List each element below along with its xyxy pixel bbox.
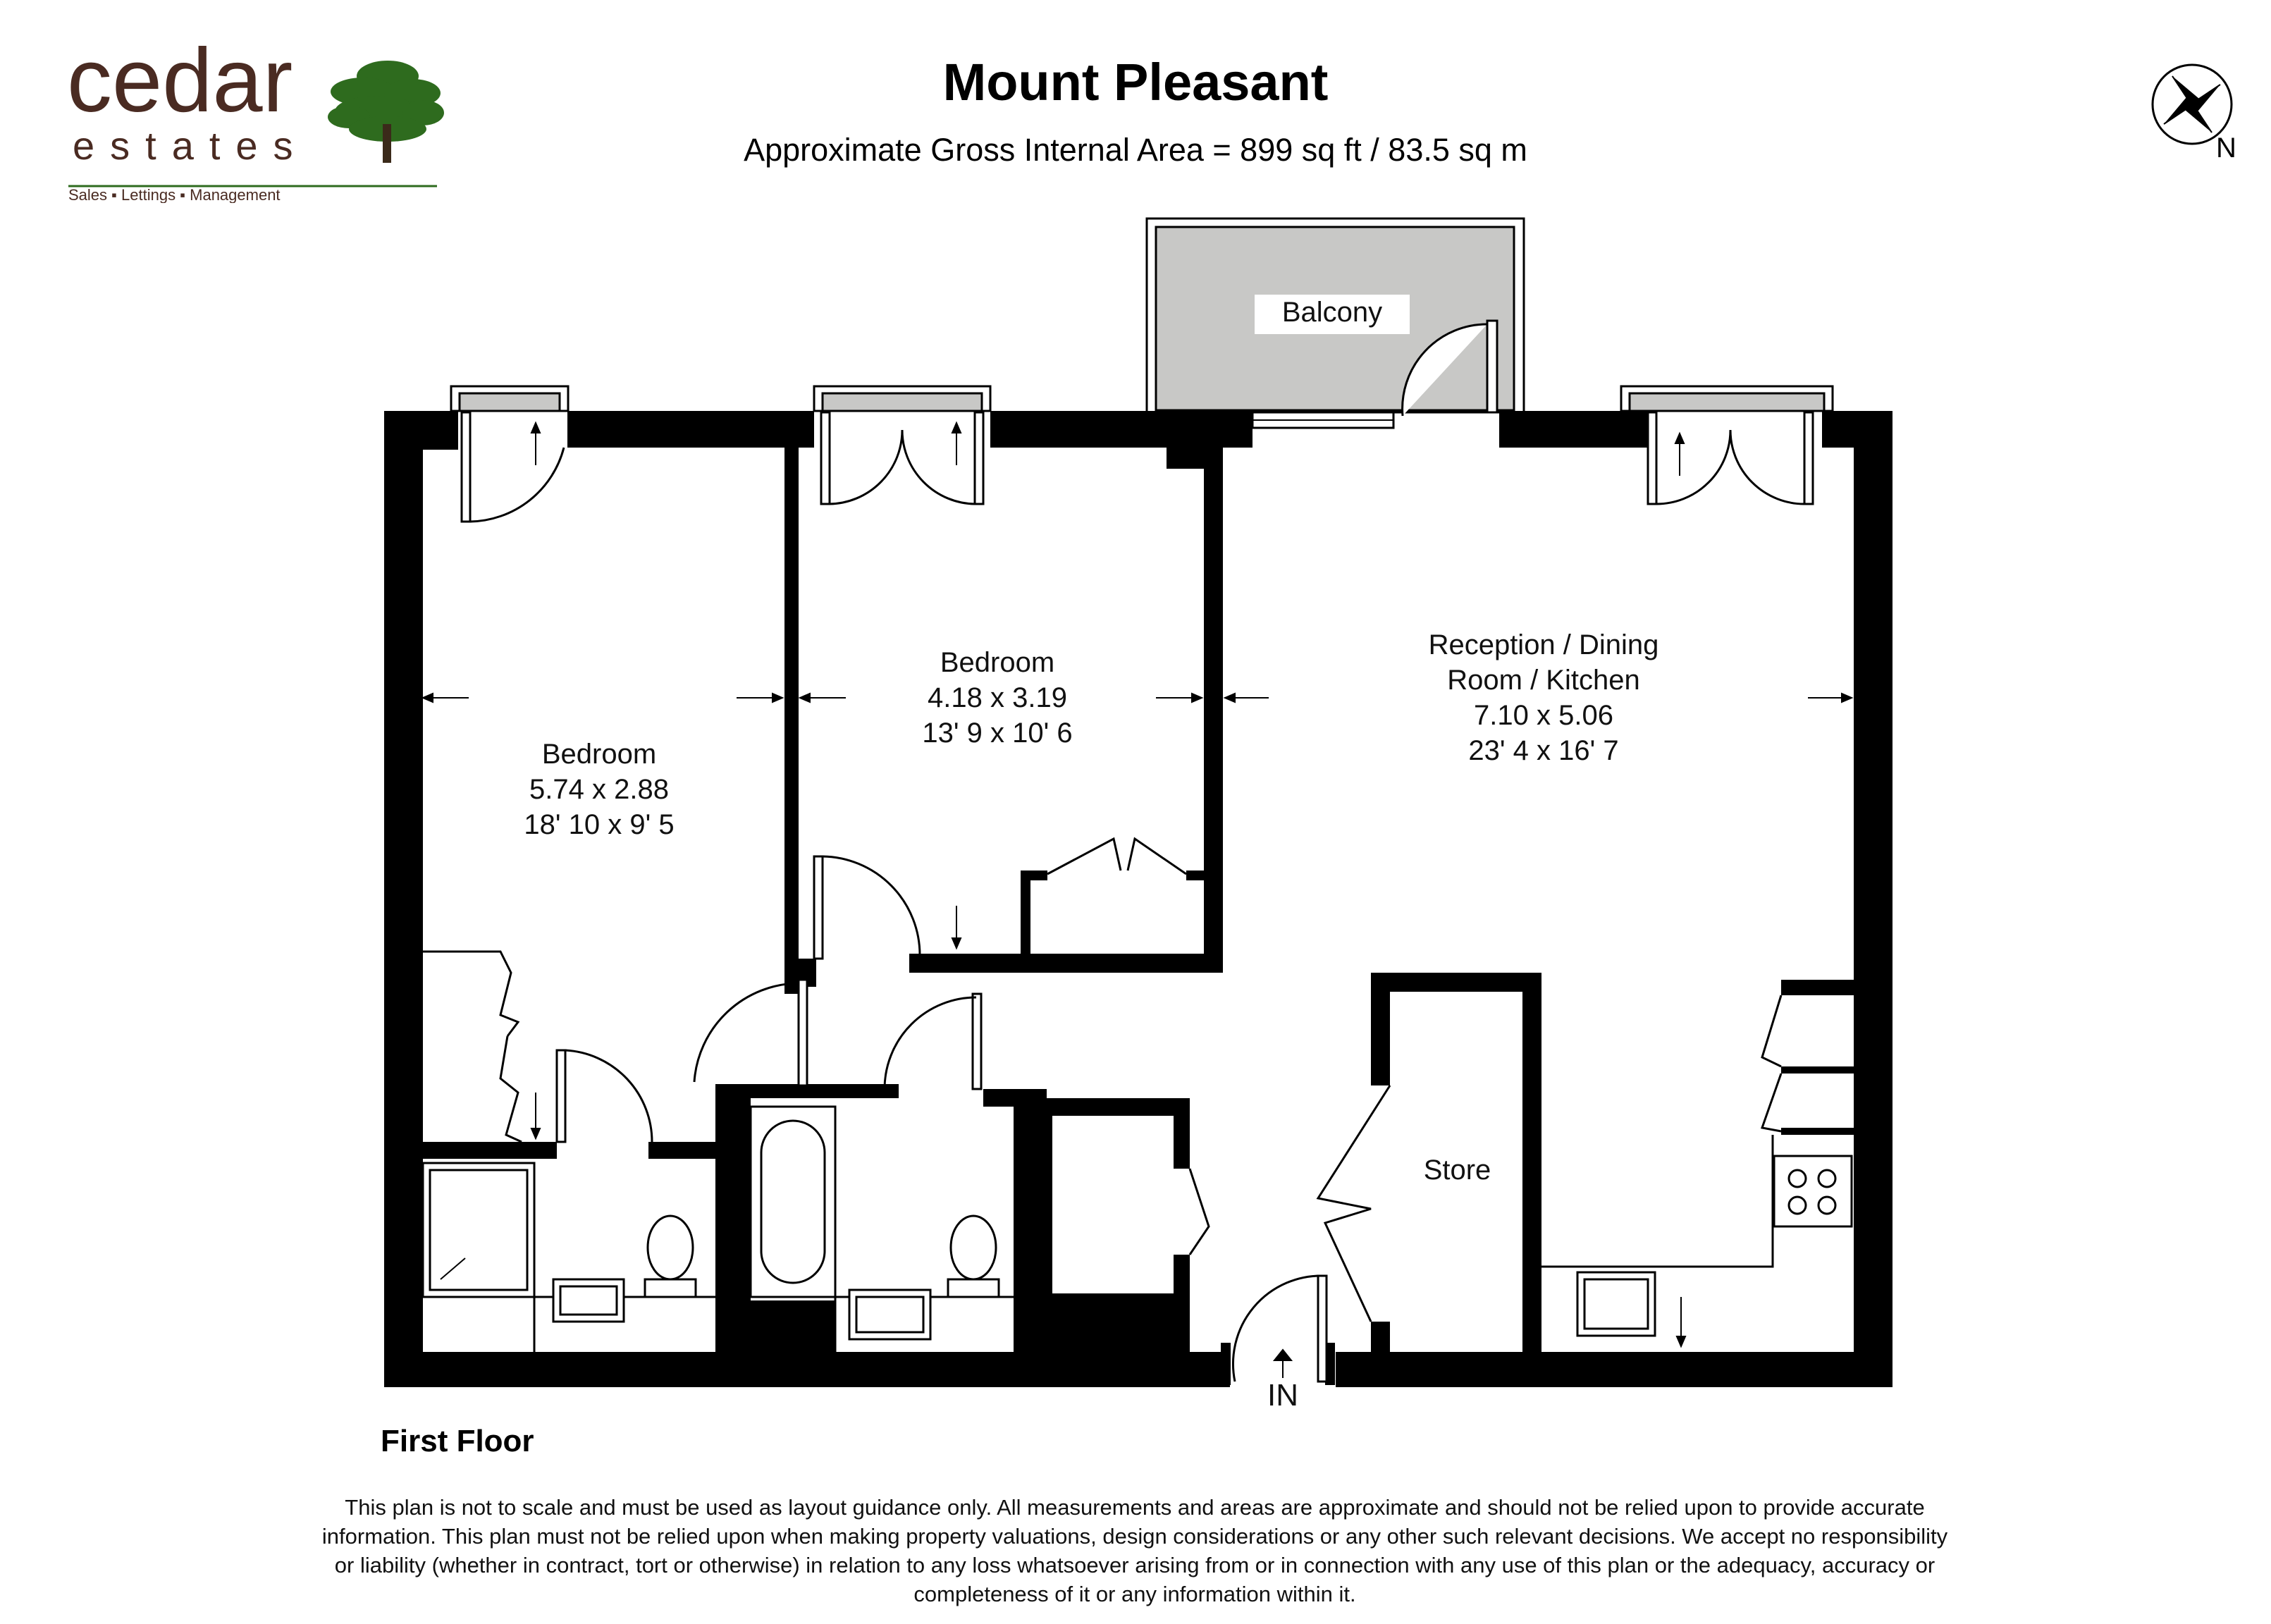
store-name: Store: [1423, 1155, 1491, 1186]
reception-metric: 7.10 x 5.06: [1474, 700, 1613, 731]
ensuite-cistern: [645, 1279, 696, 1297]
page-title: Mount Pleasant: [942, 53, 1329, 111]
floor-label: First Floor: [381, 1424, 534, 1458]
bedroom2-metric: 4.18 x 3.19: [928, 682, 1067, 713]
compass-north-label: N: [2216, 133, 2236, 164]
bathroom-cistern: [948, 1279, 999, 1297]
logo-name: cedar: [67, 34, 293, 131]
logo-name2: estates: [73, 123, 309, 168]
room-label-bedroom2: [892, 645, 1103, 751]
disclaimer: This plan is not to scale and must be used as layout guidance only. All measurements and areas are approximate and should not be relied upon to provide accurate information. This plan must not be relied upon when making property valuations, design considerations or any other such relevant decisions. We accept no responsibility or liability (whether in contract, tort or otherwise) in relation to any loss whatsoever arising from or in connection with any use of this plan or the adequacy, accuracy or completeness of it or any information within it.: [321, 1495, 1948, 1606]
windows: [451, 386, 1833, 411]
room-label-reception: [1353, 627, 1734, 768]
bedroom2-name: Bedroom: [940, 647, 1055, 678]
room-label-balcony: [1255, 295, 1410, 334]
balcony-name: Balcony: [1281, 297, 1383, 328]
bathroom-toilet: [951, 1216, 996, 1279]
bedroom1-name: Bedroom: [541, 739, 657, 770]
hob: [1774, 1156, 1852, 1226]
reception-name-line2: Room / Kitchen: [1447, 665, 1640, 696]
reception-name-line1: Reception / Dining: [1428, 629, 1659, 660]
logo-tagline: Sales ▪ Lettings ▪ Management: [68, 186, 281, 203]
bedroom1-metric: 5.74 x 2.88: [529, 774, 669, 805]
walls: [384, 411, 1892, 1387]
ensuite-toilet: [648, 1216, 693, 1279]
reception-imperial: 23' 4 x 16' 7: [1468, 735, 1619, 766]
room-label-store: [1392, 1152, 1522, 1188]
bedroom1-imperial: 18' 10 x 9' 5: [524, 809, 675, 840]
door-swings: [423, 412, 1813, 1382]
dimension-arrows: [423, 423, 1852, 1378]
bedroom2-imperial: 13' 9 x 10' 6: [922, 718, 1073, 749]
entrance-label: IN: [1267, 1378, 1298, 1413]
room-label-bedroom1: [493, 737, 705, 842]
page-subtitle: Approximate Gross Internal Area = 899 sq ft / 83.5 sq m: [744, 132, 1527, 168]
